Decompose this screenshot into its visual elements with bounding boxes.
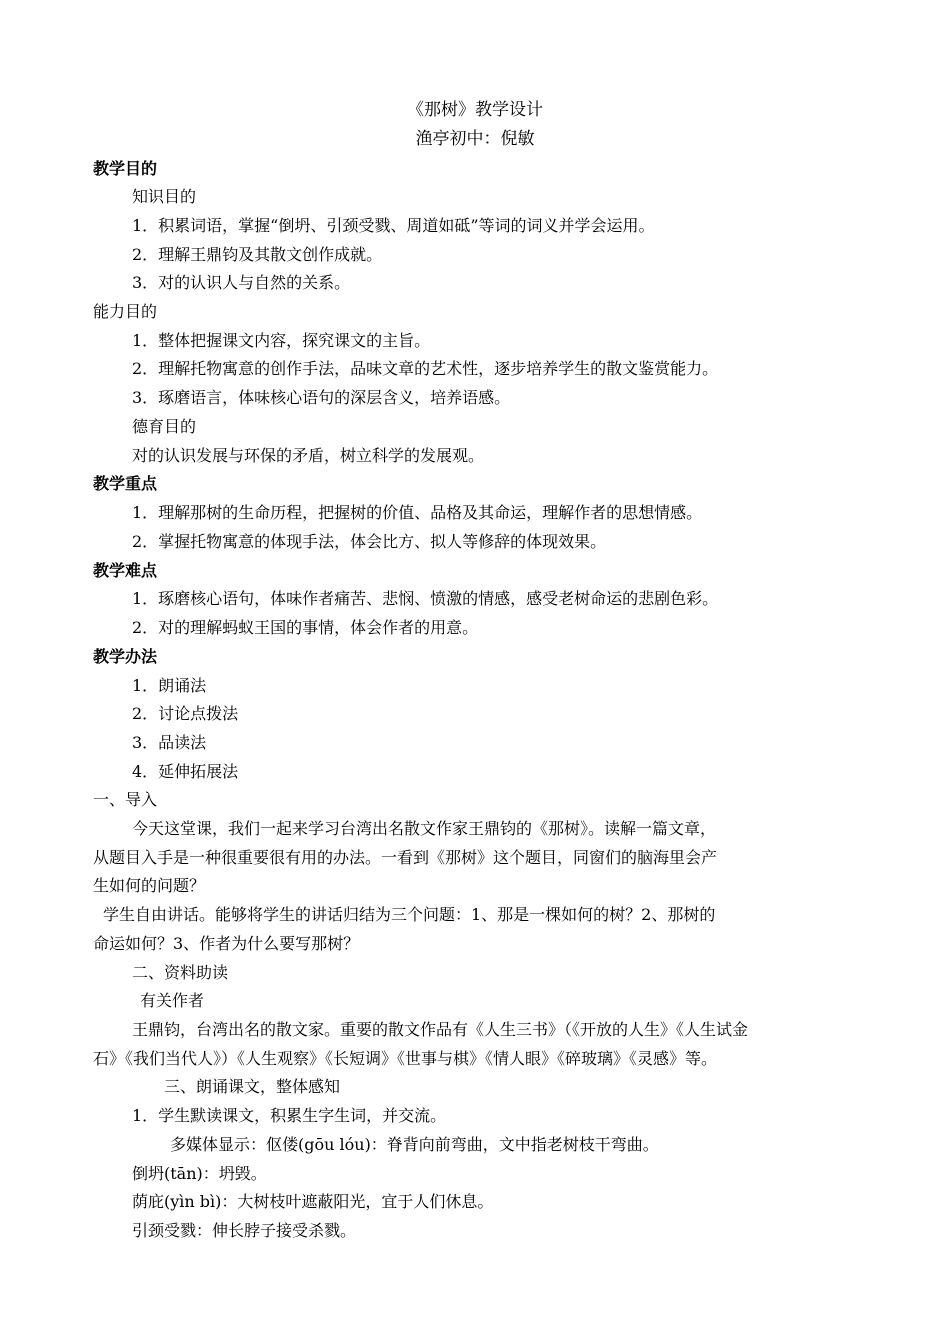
method-item: 1．朗诵法: [132, 676, 207, 695]
vocab-line: 荫庇(yìn bì)：大树枝叶遮蔽阳光，宜于人们休息。: [132, 1192, 494, 1211]
methods-heading: 教学办法: [93, 647, 158, 666]
method-item: 4．延伸拓展法: [132, 762, 239, 781]
moral-text: 对的认识发展与环保的矛盾，树立科学的发展观。: [132, 446, 485, 465]
document-title: 《那树》教学设计: [407, 100, 543, 120]
vocab-line: 多媒体显示：伛偻(gōu lóu)：脊背向前弯曲，文中指老树枝干弯曲。: [170, 1135, 659, 1154]
section1-heading: 一、导入: [93, 790, 158, 809]
section2-heading: 二、资料助读: [132, 963, 229, 982]
section3-heading: 三、朗诵课文，整体感知: [164, 1077, 341, 1096]
difficulty-item: 1．琢磨核心语句，体味作者痛苦、悲悯、愤激的情感，感受老树命运的悲剧色彩。: [132, 589, 719, 608]
difficulties-heading: 教学难点: [93, 561, 158, 580]
difficulty-item: 2．对的理解蚂蚁王国的事情，体会作者的用意。: [132, 618, 479, 637]
method-item: 2．讨论点拨法: [132, 704, 239, 723]
ability-item: 1．整体把握课文内容，探究课文的主旨。: [132, 331, 431, 350]
section1-para1-line: 今天这堂课，我们一起来学习台湾出名散文作家王鼎钧的《那树》。读解一篇文章，: [132, 819, 717, 838]
key-points-heading: 教学重点: [93, 474, 158, 493]
knowledge-item: 1．积累词语，掌握“倒坍、引颈受戮、周道如砥”等词的词义并学会运用。: [132, 216, 655, 235]
key-point-item: 1．理解那树的生命历程，把握树的价值、品格及其命运，理解作者的思想情感。: [132, 503, 703, 522]
knowledge-label: 知识目的: [132, 187, 197, 206]
ability-item: 2．理解托物寓意的创作手法，品味文章的艺术性，逐步培养学生的散文鉴赏能力。: [132, 359, 719, 378]
vocab-line: 引颈受戮：伸长脖子接受杀戮。: [132, 1221, 357, 1240]
section3-step1: 1．学生默读课文，积累生字生词，并交流。: [132, 1106, 447, 1125]
objectives-heading: 教学目的: [93, 159, 158, 178]
vocab-line: 倒坍(tān)：坍毁。: [132, 1164, 267, 1183]
section1-para2-line: 学生自由讲话。能够将学生的讲话归结为三个问题：1、那是一棵如何的树？2、那树的: [103, 905, 716, 924]
section2-subheading: 有关作者: [140, 991, 205, 1010]
document-author: 渔亭初中：倪敏: [415, 129, 535, 149]
section2-para-line: 王鼎钧，台湾出名的散文家。重要的散文作品有《人生三书》（《开放的人生》《人生试金: [132, 1020, 749, 1039]
section1-para1-line: 从题目入手是一种很重要很有用的办法。一看到《那树》这个题目，同窗们的脑海里会产: [93, 848, 718, 867]
method-item: 3．品读法: [132, 733, 207, 752]
section1-para1-line: 生如何的问题？: [93, 876, 206, 895]
key-point-item: 2．掌握托物寓意的体现手法，体会比方、拟人等修辞的体现效果。: [132, 532, 607, 551]
section2-para-line: 石》《我们当代人》）《人生观察》《长短调》《世事与棋》《情人眼》《碎玻璃》《灵感》等。: [93, 1049, 718, 1068]
section1-para2-line: 命运如何？3、作者为什么要写那树？: [93, 934, 360, 953]
knowledge-item: 2．理解王鼎钧及其散文创作成就。: [132, 245, 383, 264]
ability-label: 能力目的: [93, 302, 158, 321]
moral-label: 德育目的: [132, 417, 197, 436]
knowledge-item: 3．对的认识人与自然的关系。: [132, 273, 351, 292]
ability-item: 3．琢磨语言，体味核心语句的深层含义，培养语感。: [132, 388, 511, 407]
